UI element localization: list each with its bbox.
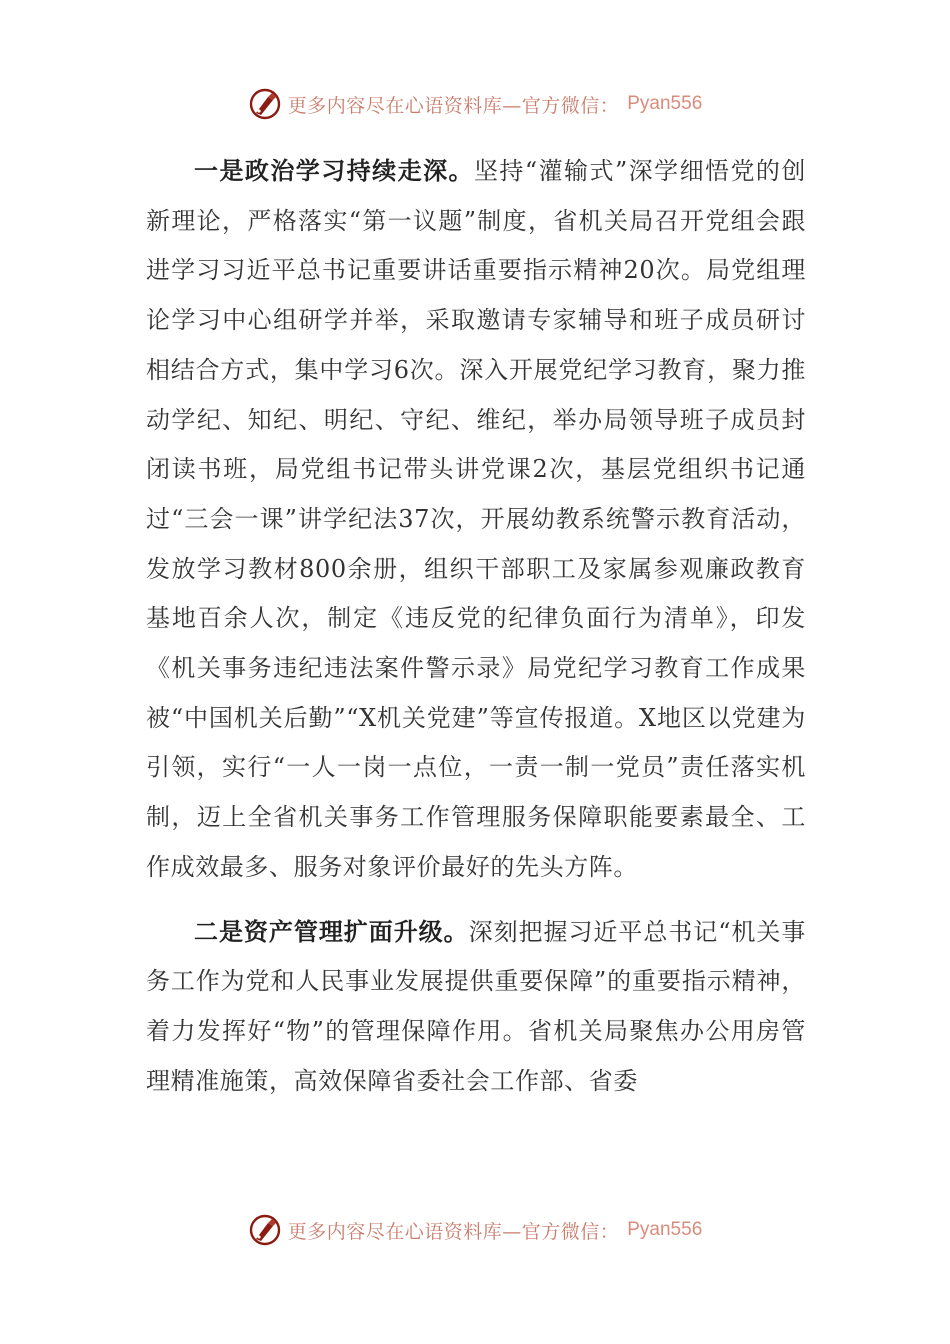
paragraph-lead: 一是政治学习持续走深。 xyxy=(194,156,474,185)
footer-banner xyxy=(0,1210,950,1250)
paragraph-political-study xyxy=(146,146,806,893)
banner-text: 更多内容尽在心语资料库—官方微信： xyxy=(287,1220,620,1243)
paragraph-text: 深刻把握习近平总书记“机关事务工作为党和人民事业发展提供重要保障”的重要指示精神，着力发挥好“物”的管理保障作用。省机关局聚焦办公用房管理精准施策，高效保障省委社会工作部、省委 xyxy=(146,917,807,1095)
document-body xyxy=(146,146,806,1106)
banner-wechat-id: Pyan556 xyxy=(627,93,703,114)
header-banner xyxy=(0,84,950,124)
paragraph-lead: 二是资产管理扩面升级。 xyxy=(194,916,469,946)
pen-nib-circle-icon xyxy=(248,87,282,121)
pen-nib-circle-icon xyxy=(248,1213,282,1247)
paragraph-asset-management xyxy=(146,907,806,1107)
paragraph-text: 坚持“灌输式”深学细悟党的创新理论，严格落实“第一议题”制度，省机关局召开党组会跟进学习习近平总书记重要讲话重要指示精神20次。局党组理论学习中心组研学并举，采取邀请专家辅导和班子成员研讨相结合方式，集中学习6次。深入开展党纪学习教育，聚力推动学纪、知纪、明纪、守纪、维纪，举办局领导班子成员封闭读书班，局党组书记带头讲党课2次，基层党组织书记通过“三会一课”讲学纪法37次，开展幼教系统警示教育活动，发放学习教材800余册，组织干部职工及家属参观廉政教育基地百余人次，制定《违反党的纪律负面行为清单》，印发《机关事务违纪违法案件警示录》局党纪学习教育工作成果被“中国机关后勤”“X机关党建”等宣传报道。X地区以党建为引领，实行“一人一岗一点位，一责一制一党员”责任落实机制，迈上全省机关事务工作管理服务保障职能要素最全、工作成效最多、服务对象评价最好的先头方阵。 xyxy=(146,157,806,881)
banner-text: 更多内容尽在心语资料库—官方微信： xyxy=(287,94,620,117)
banner-wechat-id: Pyan556 xyxy=(627,1219,703,1240)
